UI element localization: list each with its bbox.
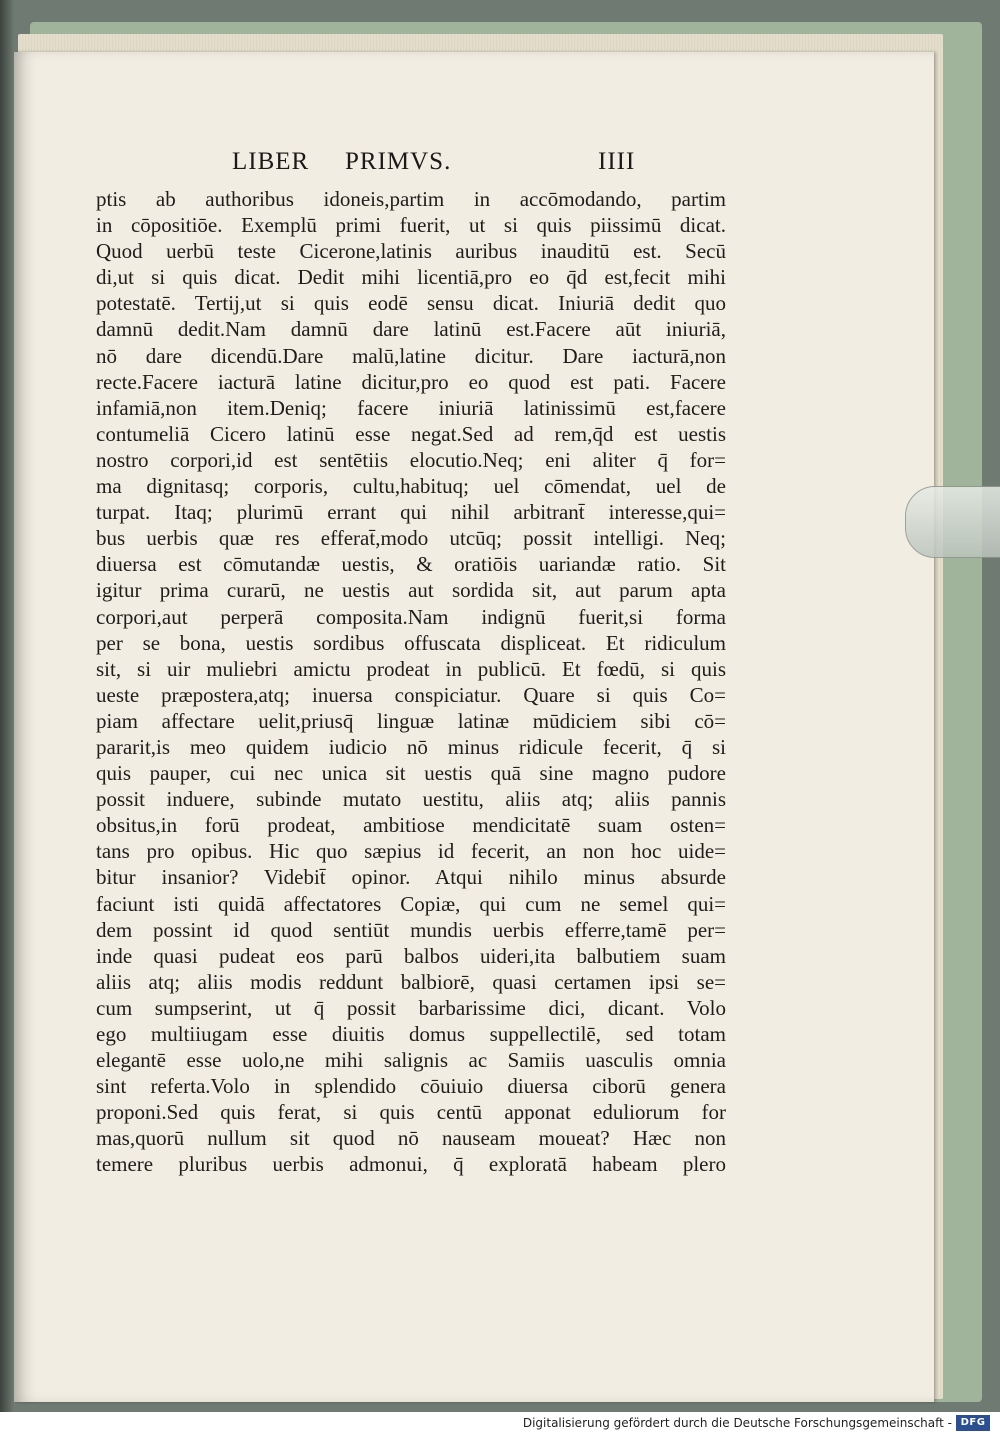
text-line: contumeliā Cicero latinū esse negat.Sed ad rem,q̄d est uestis [96,421,726,446]
text-line: damnū dedit.Nam damnū dare latinū est.Facere aūt iniuriā, [96,317,726,342]
text-line: ueste præpostera,atq; inuersa conspiciatur. Quare si quis Co= [96,682,726,707]
text-line: in cōpositiōe. Exemplū primi fuerit, ut si quis piissimū dicat. [96,213,726,238]
footer-credit: Digitalisierung gefördert durch die Deutsche Forschungsgemeinschaft - [522,1416,952,1430]
text-line: inde quasi pudeat eos parū balbos uideri,ita balbutiem suam [96,943,726,968]
text-line: mas,quorū nullum sit quod nō nauseam moueat? Hæc non [96,1126,726,1151]
text-line: tans pro opibus. Hic quo sæpius id fecerit, an non hoc uide= [96,839,726,864]
running-header [232,148,662,182]
header-book-title: PRIMVS. [345,148,452,175]
header-book-label: LIBER [232,148,310,175]
text-line: proponi.Sed quis ferat, si quis centū apponat eduliorum for [96,1100,726,1125]
text-line: bitur insanior? Videbit̄ opinor. Atqui nihilo minus absurde [96,865,726,890]
text-line: dem possint id quod sentiūt mundis uerbis efferre,tamē per= [96,917,726,942]
text-line: faciunt isti quidā affectatores Copiæ, qui cum ne semel qui= [96,891,726,916]
page-clip [905,486,1000,558]
text-line: temere pluribus uerbis admonui, q̄ exploratā habeam plero [96,1152,726,1177]
text-line: sint referta.Volo in splendido cōuiuio diuersa ciborū genera [96,1074,726,1099]
body-text [96,186,726,1178]
text-line: cum sumpserint, ut q̄ possit barbarissime dici, dicant. Volo [96,995,726,1020]
text-line: potestatē. Tertij,ut si quis eodē sensu dicat. Iniuriā dedit quo [96,291,726,316]
text-line: obsitus,in forū prodeat, ambitiose mendicitatē suam osten= [96,813,726,838]
text-line: per se bona, uestis sordibus offuscata displiceat. Et ridiculum [96,630,726,655]
text-line: quis pauper, cui nec unica sit uestis quā sine magno pudore [96,761,726,786]
text-line: ego multiiugam esse diuitis domus suppellectilē, sed totam [96,1022,726,1046]
book-spine [0,0,14,1412]
text-line: diuersa est cōmutandæ uestis, & oratiōis uariandæ ratio. Sit [96,552,726,577]
text-line: turpat. Itaq; plurimū errant qui nihil arbitrant̄ interesse,qui= [96,500,726,525]
text-line: bus uerbis quæ res efferat̄,modo utcūq; possit intelligi. Neq; [96,526,726,551]
text-line: recte.Facere iacturā latine dicitur,pro eo quod est pati. Facere [96,369,726,394]
text-line: nostro corpori,id est sentētiis elocutio.Neq; eni aliter q̄ for= [96,447,726,472]
text-line: sit, si uir muliebri amictu prodeat in publicū. Et fœdū, si quis [96,656,726,681]
text-line: ma dignitasq; corporis, cultu,habituq; uel cōmendat, uel de [96,474,726,499]
text-line: nō dare dicendū.Dare malū,latine dicitur. Dare iacturā,non [96,343,726,368]
text-line: igitur prima curarū, ne uestis aut sordida sit, aut parum apta [96,578,726,603]
text-line: possit induere, subinde mutato uestitu, aliis atq; aliis pannis [96,787,726,812]
text-line: Quod uerbū teste Cicerone,latinis auribus inauditū est. Secū [96,239,726,264]
text-line: pararit,is meo quidem iudicio nō minus ridicule fecerit, q̄ si [96,734,726,759]
text-line: aliis atq; aliis modis reddunt balbiorē, quasi certamen ipsi se= [96,969,726,994]
text-line: elegantē esse uolo,ne mihi salignis ac Samiis uasculis omnia [96,1048,726,1073]
text-line: piam affectare uelit,priusq̄ linguæ latinæ mūdiciem sibi cō= [96,708,726,733]
dfg-logo: DFG [956,1415,990,1431]
folio-number: IIII [598,148,636,175]
text-line: ptis ab authoribus idoneis,partim in accōmodando, partim [96,187,726,211]
text-line: di,ut si quis dicat. Dedit mihi licentiā,pro eo q̄d est,fecit mihi [96,265,726,290]
text-line: infamiā,non item.Deniq; facere iniuriā latinissimū est,facere [96,395,726,420]
text-line: corpori,aut perperā composita.Nam indignū fuerit,si forma [96,604,726,629]
footer-bar [0,1412,1000,1437]
